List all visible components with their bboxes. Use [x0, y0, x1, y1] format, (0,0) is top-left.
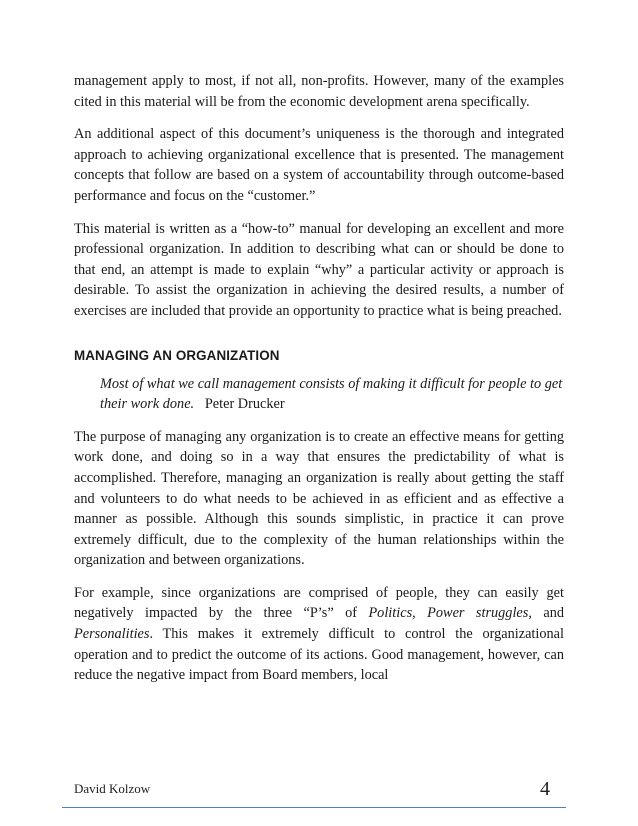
footer-divider — [62, 807, 566, 808]
paragraph-how-to: This material is written as a “how-to” manual for developing an excellent and more professional organization. In addition to describing what can or should be done to that end, an attempt is made to explain “why” a particular activity or approach is desirable. To assist the organization in achieving the desired results, a number of exercises are included that provide an opportunity to practice what is being preached. — [74, 220, 564, 319]
paragraph-uniqueness: An additional aspect of this document’s uniqueness is the thorough and integrated approach to achieving organizational excellence that is presented. The management concepts that follow are based on a system of accountability through outcome-based performance and focus on the “customer.” — [74, 126, 564, 204]
epigraph-quote — [100, 374, 564, 415]
paragraph-scope: management apply to most, if not all, non-profits. However, many of the examples cited in this material will be from the economic development arena specifically. — [74, 73, 564, 110]
section-heading: MANAGING AN ORGANIZATION — [74, 347, 280, 363]
example-text-after: . This makes it extremely difficult to control the organizational operation and to predict the outcome of its actions. Good management, however, can reduce the negative impact from Board members, local — [74, 626, 564, 684]
paragraph-purpose: The purpose of managing any organization is to create an effective means for getting work done, and doing so in a way that ensures the predictability of what is accomplished. Therefore, managing an organization is really about getting the staff and volunteers to do what needs to be achieved in as efficient and as effective a manner as possible. Although this sounds simplistic, in practice it can prove extremely difficult, due to the complexity of the human relationships within the organization and between organizations. — [74, 428, 564, 569]
example-italic-personalities: Personalities — [74, 626, 150, 643]
paragraph-example — [74, 583, 564, 686]
example-text-before: For example, since organizations are comprised of people, they can easily get negatively impacted by the three “P’s” of — [74, 584, 564, 622]
quote-author: Peter Drucker — [204, 396, 285, 413]
example-italic-politics: Politics, Power struggles — [368, 605, 529, 622]
quote-text: Most of what we call management consists of making it difficult for people to get their work done. — [100, 375, 563, 413]
example-text-middle: , and — [528, 605, 565, 622]
footer-author: David Kolzow — [74, 781, 151, 796]
page-number: 4 — [540, 778, 550, 800]
page-body — [74, 71, 564, 698]
